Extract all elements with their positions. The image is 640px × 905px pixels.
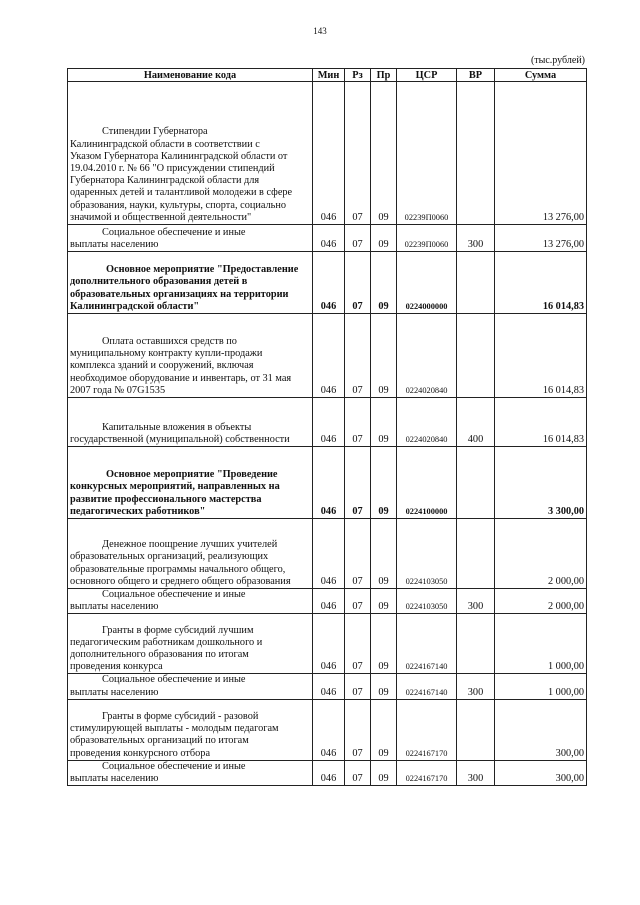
name-line: Социальное обеспечение и иные [102,760,246,772]
budget-table [67,68,587,786]
name-line: образовательных организаций, реализующих [70,551,269,563]
name-line: основного общего и среднего общего образования [70,575,291,587]
name-line: дополнительного образования по итогам [70,649,249,660]
name-line: стимулирующей выплаты - молодым педагогам [70,723,279,735]
row-pr-cell: 09 [371,314,397,398]
page-number: 143 [313,26,327,36]
row-sum-cell: 16 014,83 [495,252,587,314]
row-csr-cell: 0224167170 [397,699,457,760]
row-csr-cell: 0224100000 [397,447,457,519]
row-rz-cell: 07 [345,699,371,760]
row-min-cell: 046 [313,447,345,519]
name-line: выплаты населению [70,773,159,785]
row-vr-cell [457,314,495,398]
row-vr-cell: 300 [457,589,495,614]
header-min: Мин [313,69,345,82]
name-line: Капитальные вложения в объекты [102,421,252,433]
row-vr-cell: 300 [457,674,495,699]
name-line: педагогических работников" [70,505,206,517]
row-vr-cell [457,447,495,519]
name-line: Калининградской области в соответствии с [70,138,260,150]
row-name-cell [68,519,313,589]
row-pr-cell: 09 [371,447,397,519]
name-line: Социальное обеспечение и иные [102,674,246,686]
row-rz-cell: 07 [345,447,371,519]
row-sum-cell: 1 000,00 [495,674,587,699]
row-name-cell [68,760,313,785]
row-csr-cell: 0224103050 [397,589,457,614]
name-line: выплаты населению [70,686,159,698]
name-line: Основное мероприятие "Проведение [106,469,278,481]
row-pr-cell: 09 [371,614,397,674]
name-line: проведения конкурсного отбора [70,747,211,759]
row-name-cell [68,314,313,398]
name-line: Указом Губернатора Калининградской области от [70,150,288,162]
row-vr-cell [457,82,495,225]
table-row [68,760,587,785]
name-line: Денежное поощрение лучших учителей [102,539,278,551]
name-line: Оплата оставшихся средств по [102,335,237,347]
row-name-cell [68,447,313,519]
row-vr-cell: 300 [457,760,495,785]
row-vr-cell [457,519,495,589]
name-line: Калининградской области" [70,300,200,312]
name-line: образовательных организациях на территории [70,288,289,300]
header-name: Наименование кода [68,69,313,82]
row-csr-cell: 02239П0060 [397,225,457,252]
name-line: образования, науки, культуры, спорта, социально [70,199,287,211]
row-csr-cell: 0224103050 [397,519,457,589]
row-sum-cell: 3 300,00 [495,447,587,519]
name-line: образовательные программы начального общего, [70,563,286,575]
name-line: дополнительного образования детей в [70,276,248,288]
row-sum-cell: 300,00 [495,760,587,785]
row-min-cell: 046 [313,398,345,447]
row-min-cell: 046 [313,519,345,589]
row-csr-cell: 0224167170 [397,760,457,785]
row-pr-cell: 09 [371,589,397,614]
name-line: конкурсных мероприятий, направленных на [70,481,280,493]
row-pr-cell: 09 [371,699,397,760]
row-name-cell [68,589,313,614]
row-rz-cell: 07 [345,674,371,699]
name-line: одаренных детей и талантливой молодежи в сфере [70,187,293,199]
name-line: выплаты населению [70,238,159,250]
row-name-cell [68,614,313,674]
row-min-cell: 046 [313,699,345,760]
table-row [68,699,587,760]
row-pr-cell: 09 [371,225,397,252]
name-line: Губернатора Калининградской области для [70,175,260,187]
units-label: (тыс.рублей) [530,55,585,66]
name-line: проведения конкурса [70,661,163,673]
row-sum-cell: 13 276,00 [495,82,587,225]
row-sum-cell: 13 276,00 [495,225,587,252]
name-line: комплекса зданий и сооружений, включая [70,360,254,372]
row-min-cell: 046 [313,252,345,314]
row-name-cell [68,699,313,760]
table-header-row [68,69,587,82]
row-name-cell [68,674,313,699]
table-row [68,519,587,589]
row-rz-cell: 07 [345,252,371,314]
name-line: Гранты в форме субсидий лучшим [102,624,254,636]
header-pr: Пр [371,69,397,82]
name-line: педагогическим работникам дошкольного и [70,636,263,648]
row-rz-cell: 07 [345,589,371,614]
row-sum-cell: 16 014,83 [495,314,587,398]
name-line: Социальное обеспечение и иные [102,589,246,600]
name-line: Гранты в форме субсидий - разовой [102,711,259,722]
header-sum: Сумма [495,69,587,82]
row-rz-cell: 07 [345,614,371,674]
row-min-cell: 046 [313,314,345,398]
header-rz: Рз [345,69,371,82]
row-vr-cell: 300 [457,225,495,252]
row-pr-cell: 09 [371,82,397,225]
row-min-cell: 046 [313,225,345,252]
table-row [68,252,587,314]
header-vr: ВР [457,69,495,82]
row-name-cell [68,225,313,252]
row-pr-cell: 09 [371,519,397,589]
name-line: муниципальному контракту купли-продажи [70,348,263,360]
row-min-cell: 046 [313,614,345,674]
name-line: Стипендии Губернатора [102,126,208,138]
row-pr-cell: 09 [371,674,397,699]
row-csr-cell: 0224020840 [397,314,457,398]
row-min-cell: 046 [313,82,345,225]
name-line: государственной (муниципальной) собственности [70,433,290,445]
table-row [68,398,587,447]
row-min-cell: 046 [313,760,345,785]
row-min-cell: 046 [313,674,345,699]
name-line: 2007 года № 07G1535 [70,384,166,396]
name-line: Социальное обеспечение и иные [102,226,246,238]
row-name-cell [68,82,313,225]
row-csr-cell: 0224167140 [397,674,457,699]
row-sum-cell: 2 000,00 [495,519,587,589]
row-rz-cell: 07 [345,314,371,398]
row-vr-cell: 400 [457,398,495,447]
row-csr-cell: 0224167140 [397,614,457,674]
table-row [68,447,587,519]
row-vr-cell [457,699,495,760]
row-vr-cell [457,252,495,314]
row-min-cell: 046 [313,589,345,614]
row-pr-cell: 09 [371,398,397,447]
row-name-cell [68,252,313,314]
name-line: 19.04.2010 г. № 66 "О присуждении стипендий [70,162,275,174]
table-row [68,589,587,614]
row-rz-cell: 07 [345,398,371,447]
row-csr-cell: 0224000000 [397,252,457,314]
name-line: развитие профессионального мастерства [70,493,262,505]
row-pr-cell: 09 [371,760,397,785]
name-line: необходимое оборудование и инвентарь, от 31 мая [70,372,292,384]
row-rz-cell: 07 [345,760,371,785]
row-vr-cell [457,614,495,674]
name-line: Основное мероприятие "Предоставление [106,264,299,276]
table-row [68,674,587,699]
row-csr-cell: 02239П0060 [397,82,457,225]
name-line: образовательных организаций по итогам [70,735,249,747]
table-row [68,225,587,252]
row-sum-cell: 2 000,00 [495,589,587,614]
row-rz-cell: 07 [345,225,371,252]
row-sum-cell: 1 000,00 [495,614,587,674]
name-line: выплаты населению [70,601,159,613]
row-sum-cell: 300,00 [495,699,587,760]
row-rz-cell: 07 [345,82,371,225]
table-row [68,314,587,398]
table-row [68,82,587,225]
header-csr: ЦСР [397,69,457,82]
row-pr-cell: 09 [371,252,397,314]
table-row [68,614,587,674]
row-name-cell [68,398,313,447]
row-rz-cell: 07 [345,519,371,589]
row-csr-cell: 0224020840 [397,398,457,447]
row-sum-cell: 16 014,83 [495,398,587,447]
name-line: значимой и общественной деятельности" [70,211,252,223]
